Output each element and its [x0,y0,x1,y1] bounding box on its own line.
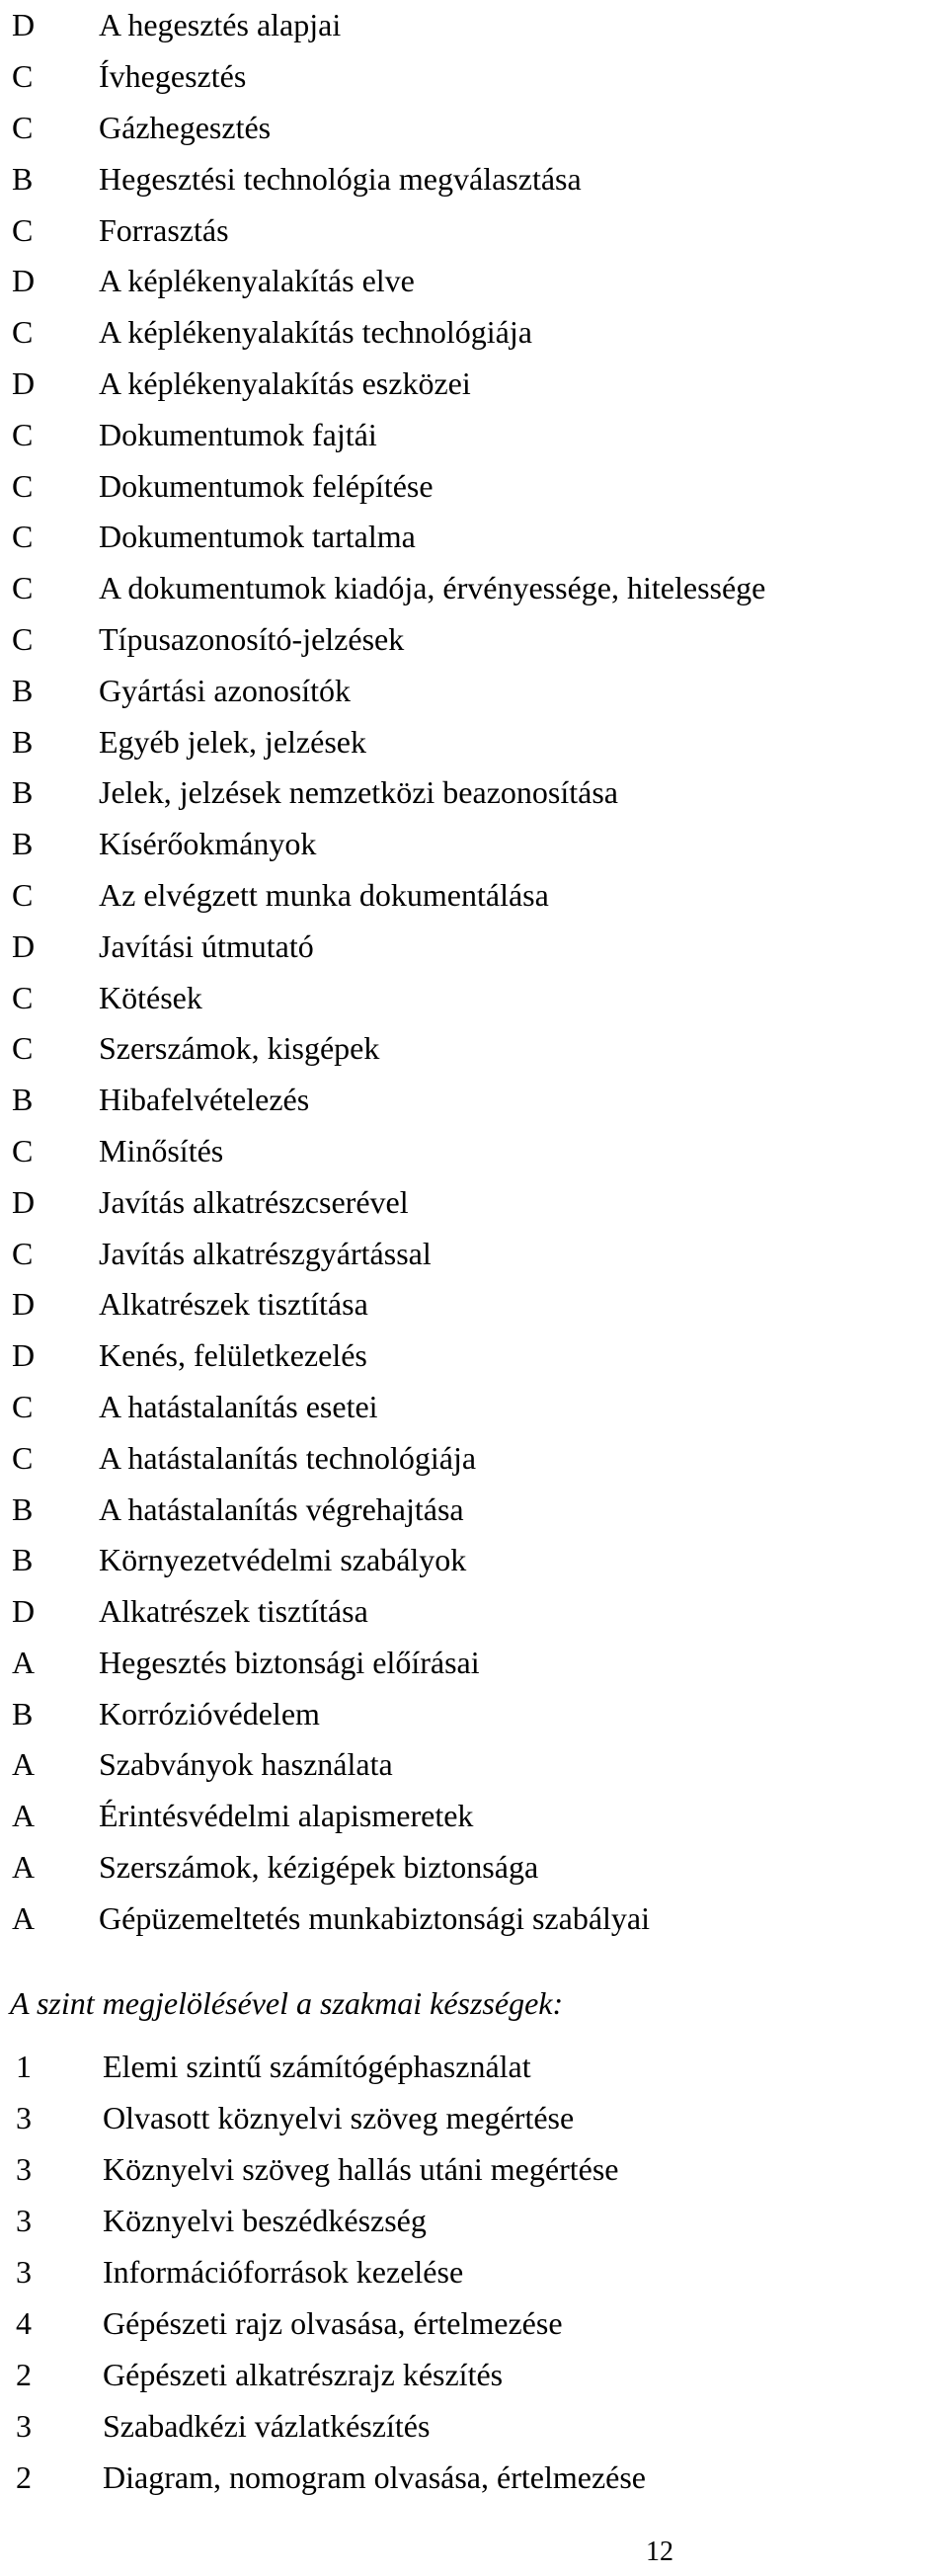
level-label: B [12,1490,34,1527]
list-item [10,103,938,154]
list-item [10,1892,938,1944]
list-item [10,204,938,256]
level-label: C [12,1439,34,1476]
item-title: Gyártási azonosítók [99,672,352,708]
item-title: Az elvégzett munka dokumentálása [99,876,549,913]
level-label: B [12,160,34,197]
level-label: C [12,570,34,606]
item-title: A hegesztés alapjai [99,7,342,43]
item-title: Érintésvédelmi alapismeretek [99,1798,474,1834]
level-label: B [12,826,34,862]
level-label: A [12,1849,36,1886]
level-label: C [12,519,34,555]
level-label: 2 [16,2458,32,2495]
level-label: 3 [16,2150,32,2187]
item-title: Szerszámok, kézigépek biztonsága [99,1849,539,1886]
item-title: Hegesztési technológia megválasztása [99,160,582,197]
list-item [10,2246,938,2297]
item-title: Korrózióvédelem [99,1695,320,1731]
item-title: A képlékenyalakítás technológiája [99,314,532,351]
list-item [10,1484,938,1535]
item-title: Köznyelvi szöveg hallás utáni megértése [103,2150,619,2187]
item-title: Minősítés [99,1132,224,1168]
level-label: C [12,416,34,452]
list-item [10,512,938,563]
level-label: C [12,314,34,351]
list-item [10,614,938,666]
level-label: A [12,1644,36,1680]
list-item [10,1638,938,1689]
level-label: C [12,58,34,95]
item-title: A képlékenyalakítás elve [99,263,415,299]
item-title: Diagram, nomogram olvasása, értelmezése [103,2458,646,2495]
list-item [10,1228,938,1279]
list-item [10,1176,938,1228]
list-item [10,665,938,716]
level-label: C [12,876,34,913]
list-item [10,1688,938,1739]
item-title: A képlékenyalakítás eszközei [99,364,471,401]
item-title: A hatástalanítás technológiája [99,1439,477,1476]
item-title: Dokumentumok felépítése [99,467,434,504]
level-label: C [12,1030,34,1067]
item-title: Gázhegesztés [99,109,272,145]
level-label: 3 [16,2407,32,2444]
level-label: B [12,1542,34,1578]
level-label: B [12,723,34,760]
item-title: Szabadkézi vázlatkészítés [103,2407,431,2444]
list-item [10,1279,938,1330]
level-label: A [12,1798,36,1834]
level-label: D [12,263,36,299]
item-title: Dokumentumok fajtái [99,416,377,452]
list-item [10,2400,938,2452]
item-title: A hatástalanítás végrehajtása [99,1490,464,1527]
list-item [10,1739,938,1791]
item-title: Javítás alkatrészcserével [99,1183,409,1220]
level-label: C [12,1132,34,1168]
list-item [10,1842,938,1893]
list-item [10,767,938,819]
item-title: Gépészeti rajz olvasása, értelmezése [103,2304,563,2341]
list-item [10,460,938,512]
list-item [10,307,938,359]
item-title: Gépészeti alkatrészrajz készítés [103,2356,504,2392]
level-label: B [12,672,34,708]
list-item [10,1126,938,1177]
list-item [10,2092,938,2143]
level-label: 1 [16,2048,32,2084]
list-item [10,1586,938,1638]
level-label: C [12,211,34,248]
list-item [10,51,938,103]
item-title: Hegesztés biztonsági előírásai [99,1644,480,1680]
item-title: Környezetvédelmi szabályok [99,1542,467,1578]
level-label: 3 [16,2099,32,2135]
level-label: D [12,1337,36,1374]
item-title: Kísérőokmányok [99,826,317,862]
level-label: B [12,1082,34,1118]
list-item [10,2195,938,2246]
level-label: 2 [16,2356,32,2392]
item-title: Szerszámok, kisgépek [99,1030,380,1067]
list-item [10,870,938,922]
item-title: Alkatrészek tisztítása [99,1593,368,1630]
item-title: Hibafelvételezés [99,1082,310,1118]
list-item [10,1432,938,1484]
level-label: D [12,927,36,964]
item-title: Jelek, jelzések nemzetközi beazonosítása [99,774,618,811]
level-label: 3 [16,2202,32,2238]
level-label: D [12,1183,36,1220]
list-item [10,2297,938,2349]
list-item [10,2143,938,2195]
level-label: A [12,1899,36,1936]
list-item [10,563,938,614]
level-label: C [12,620,34,657]
item-title: Olvasott köznyelvi szöveg megértése [103,2099,575,2135]
item-title: Forrasztás [99,211,229,248]
list-item [10,256,938,307]
level-label: D [12,1593,36,1630]
item-title: Információforrások kezelése [103,2253,464,2290]
list-item [10,359,938,410]
list-item [10,0,938,51]
list-item [10,1791,938,1842]
level-label: C [12,467,34,504]
skills-heading: A szint megjelölésével a szakmai készségek: [10,1985,564,2021]
list-item [10,819,938,870]
level-label: B [12,1695,34,1731]
level-label: 3 [16,2253,32,2290]
item-title: Elemi szintű számítógéphasználat [103,2048,531,2084]
level-label: 4 [16,2304,32,2341]
item-title: Dokumentumok tartalma [99,519,416,555]
item-title: Ívhegesztés [99,58,247,95]
item-title: Kötések [99,979,202,1015]
list-item [10,1382,938,1433]
list-item [10,2041,938,2092]
list-item [10,153,938,204]
level-label: D [12,7,36,43]
list-item [10,1023,938,1075]
level-label: C [12,979,34,1015]
level-label: A [12,1746,36,1783]
list-item [10,972,938,1023]
topics-list [10,0,938,1944]
level-label: C [12,1235,34,1271]
list-item [10,1330,938,1382]
level-label: D [12,364,36,401]
item-title: Köznyelvi beszédkészség [103,2202,427,2238]
level-label: C [12,109,34,145]
item-title: Egyéb jelek, jelzések [99,723,366,760]
item-title: Alkatrészek tisztítása [99,1286,368,1323]
list-item [10,716,938,767]
level-label: C [12,1388,34,1424]
item-title: A dokumentumok kiadója, érvényessége, hitelessége [99,570,766,606]
list-item [10,409,938,460]
item-title: Szabványok használata [99,1746,393,1783]
list-item [10,2452,938,2503]
level-label: D [12,1286,36,1323]
list-item [10,1075,938,1126]
item-title: Típusazonosító-jelzések [99,620,405,657]
item-title: A hatástalanítás esetei [99,1388,378,1424]
level-label: B [12,774,34,811]
item-title: Javítás alkatrészgyártással [99,1235,432,1271]
list-item [10,2349,938,2400]
list-item [10,1535,938,1586]
page-number: 12 [646,2536,673,2567]
item-title: Kenés, felületkezelés [99,1337,367,1374]
list-item [10,921,938,972]
item-title: Javítási útmutató [99,927,314,964]
skills-list [10,2041,938,2503]
item-title: Gépüzemeltetés munkabiztonsági szabályai [99,1899,651,1936]
